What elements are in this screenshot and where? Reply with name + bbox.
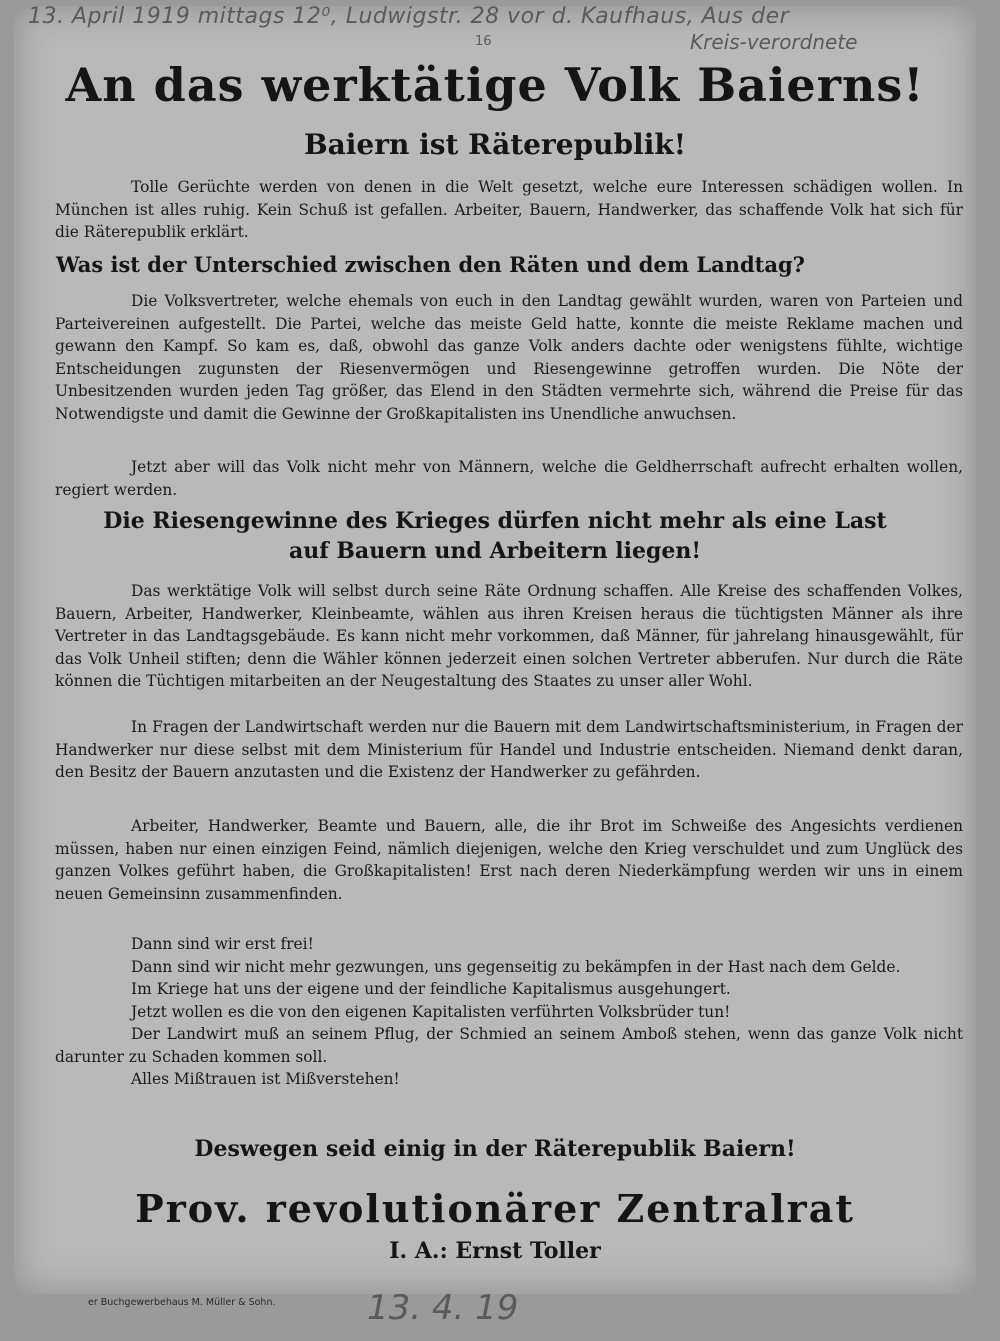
paragraph-1: Tolle Gerüchte werden von denen in die Welt gesetzt, welche eure Interessen schädigen wollen. In München ist alles ruhig. Kein Schuß ist gefallen. Arbeiter, Bauern, Handwerker, das schaffende Volk hat sich für die Räterepublik erklärt. <box>55 178 963 241</box>
handwritten-note-top-right: Kreis-verordnete <box>690 30 858 54</box>
closing-slogan: Deswegen seid einig in der Räterepublik Baiern! <box>194 1136 796 1162</box>
paragraph-6: Arbeiter, Handwerker, Beamte und Bauern, alle, die ihr Brot im Schweiße des Angesichts verdienen müssen, haben nur einen einzigen Feind, nämlich diejenigen, welche den Krieg verschuldet und zum Unglück des ganzen Volkes geführt haben, die Großkapitalisten! Erst nach deren Niederkämpfung werden wir uns in einem neuen Gemeinsinn zusammenfinden. <box>55 817 963 903</box>
signature-line: I. A.: Ernst Toller <box>389 1238 601 1264</box>
slogan-line: Im Kriege hat uns der eigene und der feindliche Kapitalismus ausgehungert. <box>131 980 731 998</box>
slogan-line: Jetzt wollen es die von den eigenen Kapitalisten verführten Volksbrüder tun! <box>131 1002 731 1021</box>
paragraph-4: Das werktätige Volk will selbst durch seine Räte Ordnung schaffen. Alle Kreise des schaffenden Volkes, Bauern, Arbeiter, Handwerker, Kleinbeamte, wählen aus ihren Kreisen heraus die tüchtigsten Männer als ihre Vertreter in das Landtagsgebäude. Es kann nicht mehr vorkommen, daß Männer, für jahrelang hinausgewählt, für das Volk Unheil stiften; denn die Wähler können jederzeit einen solchen Vertreter abberufen. Nur durch die Räte können die Tüchtigen mitarbeiten an der Neugestaltung des Staates zu unser aller Wohl. <box>55 582 963 690</box>
paragraph-3: Jetzt aber will das Volk nicht mehr von Männern, welche die Geldherrschaft aufrecht erhalten wollen, regiert werden. <box>55 458 963 499</box>
slogan-lines <box>55 933 963 1091</box>
poster-subtitle: Baiern ist Räterepublik! <box>303 128 687 161</box>
slogan-line: Dann sind wir nicht mehr gezwungen, uns gegenseitig zu bekämpfen in der Hast nach dem Gelde. <box>131 957 901 976</box>
section-heading-2-line-2: auf Bauern und Arbeitern liegen! <box>288 538 702 564</box>
slogan-line: Alles Mißtrauen ist Mißverstehen! <box>131 1070 400 1088</box>
printer-imprint: er Buchgewerbehaus M. Müller & Sohn. <box>88 1297 276 1308</box>
section-heading-2-line-1: Die Riesengewinne des Krieges dürfen nicht mehr als eine Last <box>103 508 887 534</box>
paragraph-5: In Fragen der Landwirtschaft werden nur die Bauern mit dem Landwirtschaftsministerium, in Fragen der Handwerker nur diese selbst mit dem Ministerium für Handel und Industrie entscheiden. Niemand denkt daran, den Besitz der Bauern anzutasten und die Existenz der Handwerker zu gefährden. <box>55 718 963 781</box>
paragraph-2: Die Volksvertreter, welche ehemals von euch in den Landtag gewählt wurden, waren von Parteien und Parteivereinen aufgestellt. Die Partei, welche das meiste Geld hatte, konnte die meiste Reklame machen und gewann den Kampf. So kam es, daß, obwohl das ganze Volk anders dachte oder wenigstens fühlte, wichtige Entscheidungen zugunsten der Riesenvermögen und Riesengewinne getroffen wurden. Die Nöte der Unbesitzenden wurden jeden Tag größer, das Elend in den Städten vermehrte sich, während die Preise für das Notwendigste und damit die Gewinne der Großkapitalisten ins Unendliche anwuchsen. <box>55 292 963 423</box>
slogan-line: Dann sind wir erst frei! <box>131 935 314 953</box>
council-name: Prov. revolutionärer Zentralrat <box>135 1186 855 1231</box>
slogan-line: Der Landwirt muß an seinem Pflug, der Schmied an seinem Amboß stehen, wenn das ganze Volk nicht darunter zu Schaden kommen soll. <box>55 1025 963 1066</box>
handwritten-date-bottom: 13. 4. 19 <box>367 1288 519 1328</box>
handwritten-note-top: 13. April 1919 mittags 12⁰, Ludwigstr. 28 vor d. Kaufhaus, Aus der <box>28 4 790 29</box>
section-heading-1: Was ist der Unterschied zwischen den Räten und dem Landtag? <box>56 252 805 277</box>
handwritten-page-number: 16 <box>475 34 492 49</box>
poster-title: An das werktätige Volk Baierns! <box>65 58 925 112</box>
